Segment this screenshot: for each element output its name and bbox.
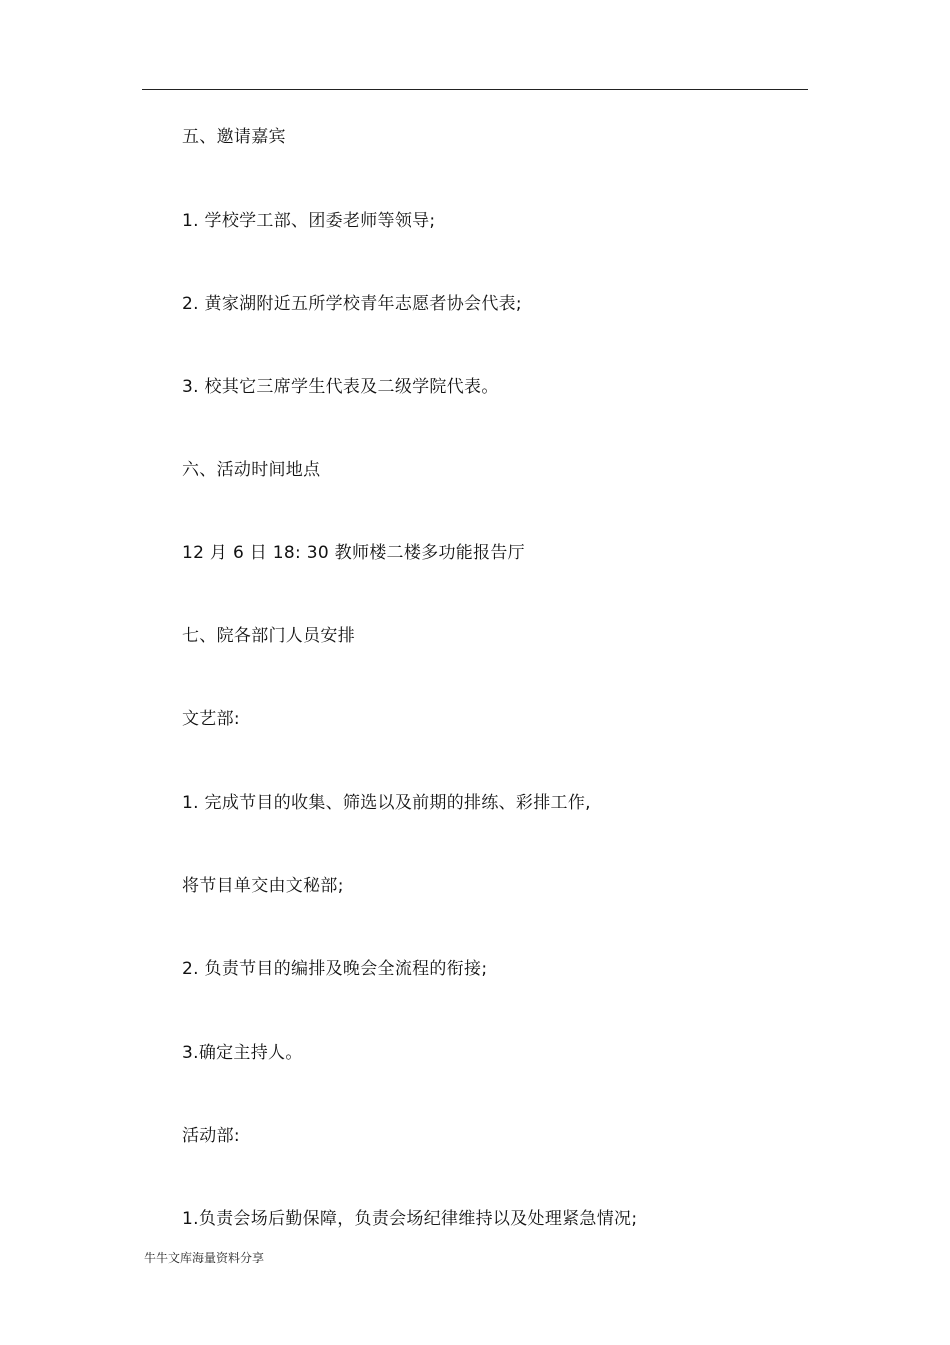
subheading-activities-department: 活动部:	[182, 1126, 240, 1146]
paragraph-line: 1. 学校学工部、团委老师等领导;	[182, 211, 436, 231]
section-heading-invite-guests: 五、邀请嘉宾	[182, 127, 286, 147]
paragraph-line: 2. 黄家湖附近五所学校青年志愿者协会代表;	[182, 294, 522, 314]
footer-text: 牛牛文库海量资料分享	[144, 1251, 265, 1265]
paragraph-line: 将节目单交由文秘部;	[182, 876, 344, 896]
paragraph-line: 1. 完成节目的收集、筛选以及前期的排练、彩排工作,	[182, 793, 591, 813]
section-heading-staff-arrangement: 七、院各部门人员安排	[182, 626, 355, 646]
paragraph-line: 3.确定主持人。	[182, 1043, 303, 1063]
paragraph-line: 3. 校其它三席学生代表及二级学院代表。	[182, 377, 499, 397]
paragraph-line: 1.负责会场后勤保障，负责会场纪律维持以及处理紧急情况;	[182, 1209, 638, 1229]
section-heading-time-place: 六、活动时间地点	[182, 460, 321, 480]
subheading-arts-department: 文艺部:	[182, 709, 240, 729]
paragraph-line: 2. 负责节目的编排及晚会全流程的衔接;	[182, 959, 488, 979]
paragraph-line: 12 月 6 日 18: 30 教师楼二楼多功能报告厅	[182, 543, 525, 563]
header-rule	[142, 89, 808, 90]
